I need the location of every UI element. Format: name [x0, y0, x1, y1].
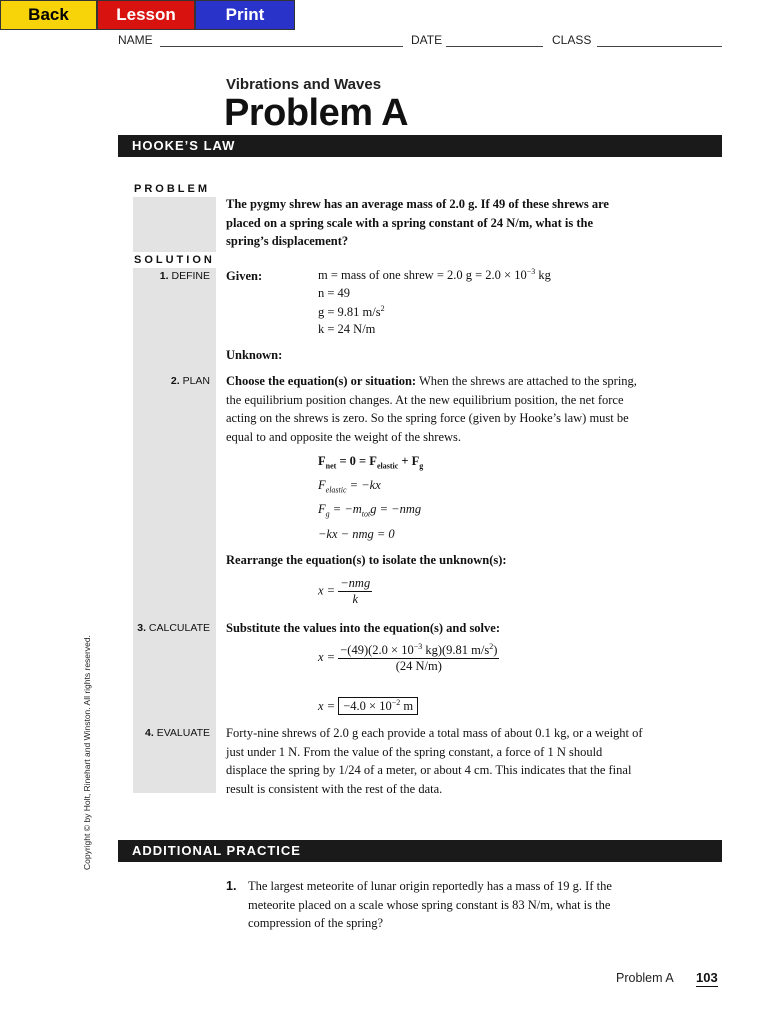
class-label: CLASS [552, 33, 592, 47]
class-line [597, 46, 722, 47]
copyright-notice: Copyright © by Holt, Rinehart and Winston. All rights reserved. [82, 635, 92, 870]
equation-balance: −kx − nmg = 0 [318, 527, 395, 541]
problem-text: The pygmy shrew has an average mass of 2.0 g. If 49 of these shrews are placed on a spring scale with a spring constant of 24 N/m, what is the spring’s displacement? [226, 197, 609, 248]
plan-text: Choose the equation(s) or situation: When the shrews are attached to the spring, the equilibrium position changes. At the new equilibrium position, the net force acting on the shrews is zero. So the spring force (given by Hooke’s law) must be equal to and opposite the weight of the shrews. [226, 374, 637, 444]
result-equation: $x = -4.0 \times 10^{-2}$ m [318, 698, 418, 714]
section-bar-hookes-law: HOOKE’S LAW [118, 135, 722, 157]
name-label: NAME [118, 33, 153, 47]
equation-elastic: $F_{elastic} = -kx$ [318, 478, 381, 495]
given-mass: m = mass of one shrew = 2.0 $g = 2.0 \times 10^{-3}$ kg [318, 267, 551, 283]
solution-label: SOLUTION [134, 254, 215, 266]
given-g: g = 9.81 $m/s^2$ [318, 304, 385, 320]
date-label: DATE [411, 33, 443, 47]
equation-weight: $F_g = -m_{tot}g = -nmg$ [318, 502, 422, 519]
rearrange-label: Rearrange the equation(s) to isolate the unknown(s): [226, 553, 507, 567]
step-plan: 2. PLAN [170, 375, 210, 387]
section-bar-additional-practice: ADDITIONAL PRACTICE [118, 840, 722, 862]
solution-shade [133, 268, 216, 793]
equation-net-force: $F_{net} = 0 = F_{elastic} + F_g$ [318, 454, 424, 471]
date-line [446, 46, 543, 47]
problem-label: PROBLEM [134, 183, 210, 195]
print-button[interactable]: Print [195, 0, 295, 30]
back-button[interactable]: Back [0, 0, 97, 30]
equation-x: x = $\frac{\text{−nmg}}{k}$ [318, 576, 371, 606]
page-number: 103 [696, 970, 718, 985]
practice-item-number: 1. [226, 879, 237, 893]
calculate-label: Substitute the values into the equation(s) and solve: [226, 621, 500, 635]
given-label: Given: [226, 269, 263, 283]
page-title: Problem A [224, 92, 409, 134]
step-define: 1. DEFINE [159, 270, 210, 282]
unknown-label: Unknown: [226, 348, 283, 362]
step-evaluate: 4. EVALUATE [145, 727, 210, 739]
given-n: n = 49 [318, 286, 351, 300]
lesson-button[interactable]: Lesson [97, 0, 195, 30]
result-box: $-4.0 \times 10^{-2}$ m [338, 697, 418, 715]
step-calculate: 3. CALCULATE [137, 622, 210, 634]
name-line [160, 46, 403, 47]
chapter-title: Vibrations and Waves [226, 76, 382, 93]
equation-substitution: x = $\frac{-(49)(2.0 \times 10^{-3} kg)(9.81 m/s^2)}{(24 N/m)}$ [318, 642, 498, 674]
practice-item-text: The largest meteorite of lunar origin reportedly has a mass of 19 g. If the meteorite placed on a scale whose spring constant is 83 N/m, what is the compression of the spring? [248, 879, 612, 930]
evaluate-text: Forty-nine shrews of 2.0 g each provide a total mass of about 0.1 kg, or a weight of just under 1 N. From the value of the spring constant, a force of 1 N should displace the spring by 1/24 of a meter, or about 4 cm. This indicates that the final result is consistent with the rest of the data. [226, 726, 643, 796]
problem-shade [133, 197, 216, 252]
footer-label: Problem A [616, 971, 674, 985]
given-k: k = 24 N/m [318, 322, 376, 336]
